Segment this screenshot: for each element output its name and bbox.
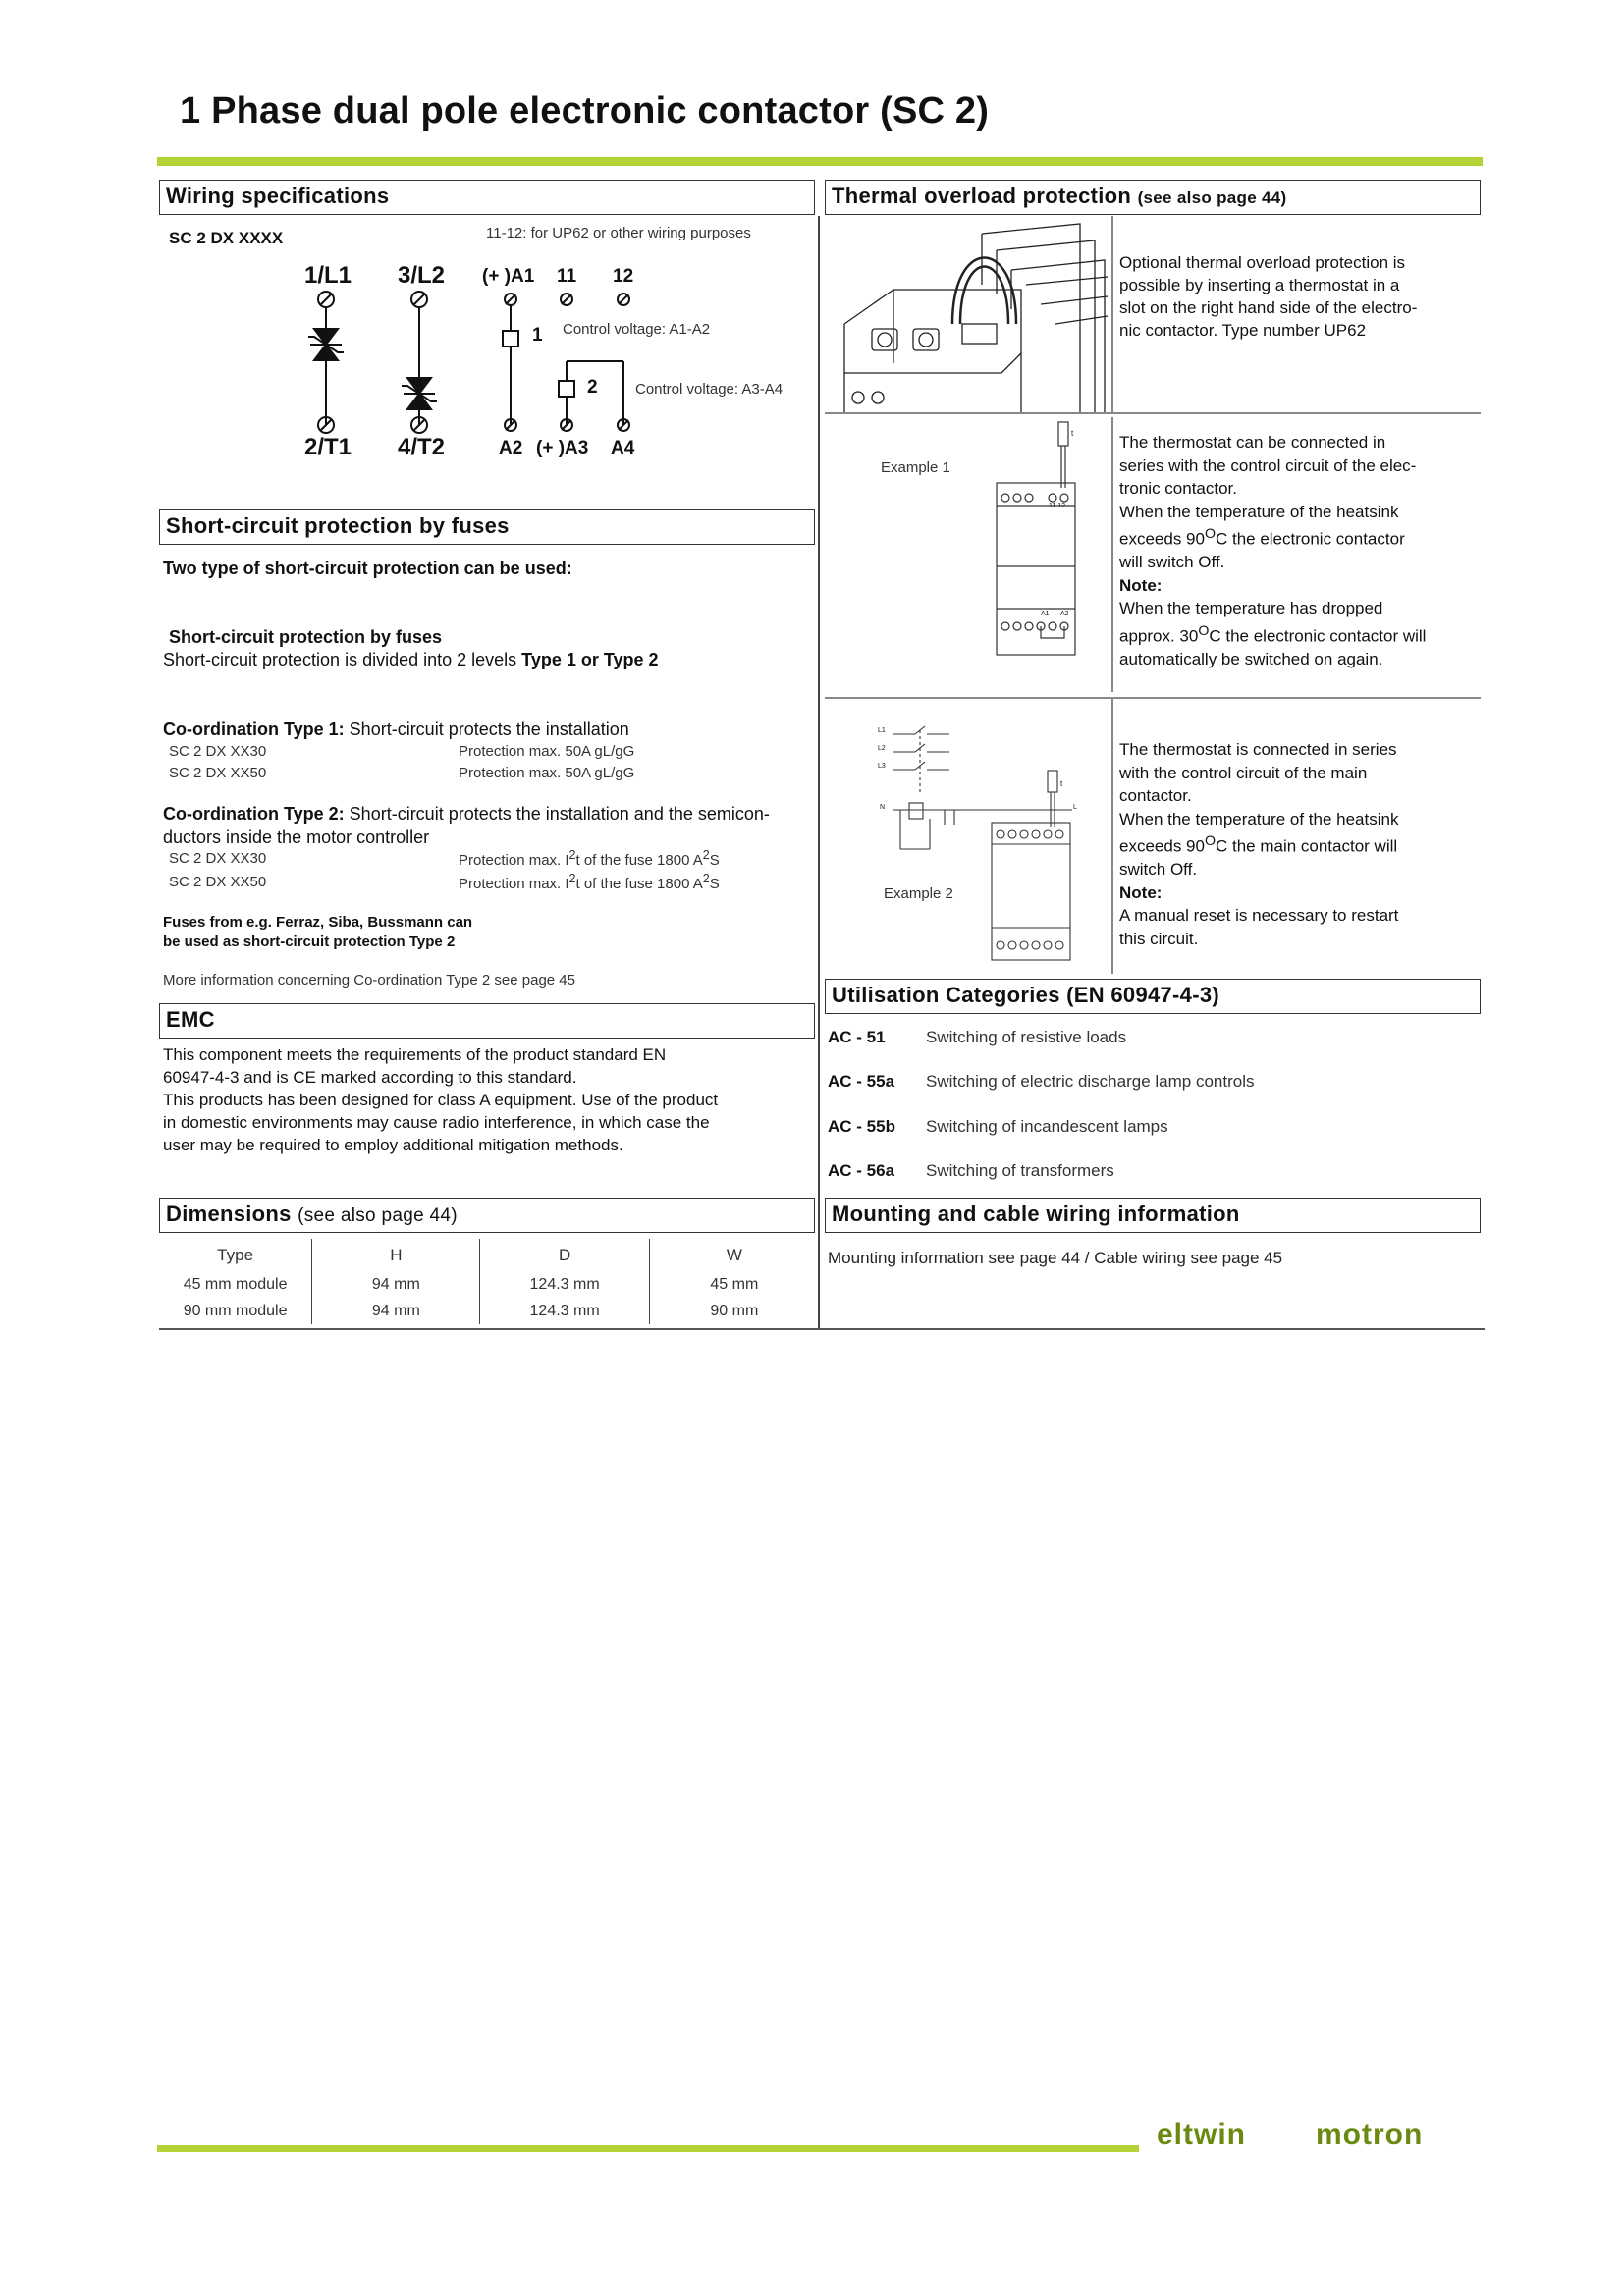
degree-sup: O — [1204, 526, 1216, 542]
type2-text: Short-circuit protects the installation and the semicon- — [344, 804, 770, 824]
table-row — [159, 1298, 819, 1324]
category-desc: Switching of electric discharge lamp controls — [926, 1072, 1255, 1091]
terminal-label-top: 3/L2 — [398, 262, 446, 289]
table-cell: 90 mm module — [183, 1302, 288, 1319]
coil-1-label: 1 — [532, 325, 543, 346]
thermal-desc-line: slot on the right hand side of the electro- — [1119, 298, 1418, 317]
ex2-line: with the control circuit of the main — [1119, 763, 1368, 782]
category-desc: Switching of incandescent lamps — [926, 1117, 1168, 1136]
type1-protection: Protection max. 50A gL/gG — [459, 743, 635, 760]
terminal-label-bottom: 4/T2 — [398, 434, 446, 460]
ex2-line: contactor. — [1119, 786, 1192, 805]
short-circuit-levels — [163, 650, 659, 670]
wiring-section-header — [159, 180, 815, 215]
prot-sup: 2 — [702, 872, 710, 885]
coil-2-label: 2 — [587, 377, 598, 398]
prot-sup: 2 — [568, 872, 576, 885]
eltwin-logo — [1157, 2118, 1246, 2152]
thermal-description — [1119, 251, 1417, 342]
degree-sup: O — [1198, 622, 1210, 639]
wiring-model: SC 2 DX XXXX — [169, 229, 284, 247]
example-1-terminal-label: 11 12 — [1049, 503, 1065, 509]
emc-text — [163, 1043, 718, 1156]
type1-text: Short-circuit protects the installation — [344, 720, 629, 739]
category-desc: Switching of transformers — [926, 1161, 1114, 1180]
ex2-line: switch Off. — [1119, 860, 1198, 880]
column-header: W — [649, 1239, 819, 1271]
page-title: 1 Phase dual pole electronic contactor (SC 2) — [180, 90, 990, 132]
degree-sup: O — [1204, 833, 1216, 849]
example-2-l1-label: L1 — [878, 727, 886, 734]
ex2-line: The thermostat is connected in series — [1119, 740, 1397, 759]
wiring-lines — [318, 292, 629, 433]
terminal-label-bottom: A4 — [611, 438, 635, 458]
ex1-line: When the temperature has dropped — [1119, 599, 1383, 618]
type2-protection — [459, 872, 720, 892]
more-info-type2: More information concerning Co-ordination Type 2 see page 45 — [163, 972, 575, 988]
utilisation-section-header — [825, 979, 1481, 1014]
ex2-line: this circuit. — [1119, 929, 1199, 948]
ex1-text: C the electronic contactor will — [1209, 626, 1427, 646]
dimensions-section-header — [159, 1198, 815, 1233]
prot-sup: 2 — [568, 848, 576, 862]
type2-model: SC 2 DX XX30 — [169, 850, 267, 867]
ex1-note-label: Note: — [1119, 575, 1163, 595]
example-1-a1-label: A1 — [1041, 611, 1050, 617]
wiring-header-text: Wiring specifications — [166, 184, 390, 208]
category-code: AC - 55a — [828, 1072, 895, 1091]
ex1-text: exceeds 90 — [1119, 529, 1205, 549]
example-2-divider — [1111, 699, 1113, 974]
example-2-l3-label: L3 — [878, 763, 886, 770]
bottom-rule — [159, 1328, 1485, 1330]
type2-model: SC 2 DX XX50 — [169, 874, 267, 890]
terminal-label-bottom: 2/T1 — [304, 434, 352, 460]
prot-text: S — [709, 852, 720, 869]
utilisation-header-text: Utilisation Categories (EN 60947-4-3) — [832, 983, 1219, 1007]
example-2-n-label: N — [880, 804, 886, 811]
short-circuit-intro: Two type of short-circuit protection can be used: — [163, 559, 572, 578]
type1-protection: Protection max. 50A gL/gG — [459, 765, 635, 781]
table-cell: 45 mm module — [183, 1275, 288, 1293]
coil-1 — [503, 331, 518, 347]
dimensions-header-note: (see also page 44) — [298, 1205, 458, 1226]
example-2-l2-label: L2 — [878, 745, 886, 752]
emc-section-header — [159, 1003, 815, 1039]
example-2-l-label: L — [1073, 804, 1077, 811]
wiring-note-11-12: 11-12: for UP62 or other wiring purposes — [486, 225, 751, 241]
eltwin-logo-text: eltwin — [1157, 2118, 1247, 2151]
prot-text: t of the fuse 1800 A — [575, 852, 703, 869]
table-cell: 124.3 mm — [480, 1298, 649, 1324]
type1-model: SC 2 DX XX30 — [169, 743, 267, 760]
terminal-label-top: 11 — [557, 266, 577, 287]
fuses-line-1: Fuses from e.g. Ferraz, Siba, Bussmann can — [163, 914, 473, 931]
thermal-header-note: (see also page 44) — [1137, 188, 1287, 207]
emc-line: This products has been designed for class A equipment. Use of the product — [163, 1091, 719, 1109]
column-header: Type — [217, 1245, 254, 1264]
type1-heading — [163, 720, 629, 740]
ex1-line: will switch Off. — [1119, 553, 1225, 572]
column-divider — [818, 216, 820, 1328]
motron-logo-text: motron — [1316, 2118, 1424, 2151]
thermal-section-header — [825, 180, 1481, 215]
utilisation-list — [828, 1028, 1476, 1185]
thermal-divider — [825, 412, 1481, 414]
example-1-a2-label: A2 — [1060, 611, 1069, 617]
ex2-line — [1119, 830, 1398, 858]
example-1-label: Example 1 — [881, 459, 950, 476]
terminal-label-top: 1/L1 — [304, 262, 352, 289]
thermal-desc-line: nic contactor. Type number UP62 — [1119, 321, 1367, 340]
ex1-line: The thermostat can be connected in — [1119, 433, 1386, 452]
type2-heading — [163, 802, 770, 849]
example-1-t-label: t — [1071, 429, 1074, 438]
thyristor-1 — [308, 329, 344, 360]
type2-bold: Co-ordination Type 2: — [163, 804, 345, 824]
type1-bold: Co-ordination Type 1: — [163, 720, 345, 739]
control-voltage-2: Control voltage: A3-A4 — [635, 381, 784, 398]
category-desc: Switching of resistive loads — [926, 1028, 1127, 1046]
mounting-section-header — [825, 1198, 1481, 1233]
dimensions-table — [159, 1239, 819, 1324]
terminal-label-bottom: (+ )A3 — [536, 438, 589, 458]
table-cell: 124.3 mm — [480, 1271, 649, 1298]
table-cell: 90 mm — [649, 1298, 819, 1324]
type1-model: SC 2 DX XX50 — [169, 765, 267, 781]
example-2-t-label: t — [1060, 779, 1063, 788]
ex1-line: When the temperature of the heatsink — [1119, 502, 1399, 521]
ex2-note-label: Note: — [1119, 882, 1163, 902]
prot-text: t of the fuse 1800 A — [575, 876, 703, 892]
levels-text: Short-circuit protection is divided into 2 levels — [163, 650, 522, 669]
product-illustration — [835, 216, 1109, 412]
example-2-text — [1119, 738, 1398, 950]
prot-sup: 2 — [702, 848, 710, 862]
short-circuit-sub-heading: Short-circuit protection by fuses — [169, 627, 443, 647]
type2-protection — [459, 848, 720, 869]
terminal-label-bottom: A2 — [499, 438, 523, 458]
example-1-text — [1119, 431, 1426, 670]
ex2-text: exceeds 90 — [1119, 836, 1205, 856]
example-2-diagram — [876, 717, 1092, 962]
coil-2 — [559, 381, 574, 397]
fuses-note — [163, 913, 472, 952]
levels-bold: Type 1 or Type 2 — [521, 650, 659, 669]
ex2-line: When the temperature of the heatsink — [1119, 809, 1399, 828]
category-code: AC - 55b — [828, 1117, 895, 1136]
column-header: H — [312, 1239, 480, 1271]
terminal-label-top: (+ )A1 — [482, 266, 535, 287]
thermal-desc-line: possible by inserting a thermostat in a — [1119, 276, 1400, 294]
ex2-text: C the main contactor will — [1215, 836, 1398, 856]
emc-line: This component meets the requirements of the product standard EN — [163, 1045, 667, 1064]
footer-bar — [157, 2145, 1139, 2152]
example-2-label: Example 2 — [884, 885, 953, 902]
table-cell: 45 mm — [649, 1271, 819, 1298]
thermal-title: Thermal overload protection — [832, 184, 1132, 208]
category-code: AC - 51 — [828, 1028, 886, 1046]
ex1-text: C the electronic contactor — [1215, 529, 1405, 549]
example-1-divider — [1111, 417, 1113, 692]
prot-text: Protection max. I — [459, 852, 569, 869]
ex1-line: series with the control circuit of the elec- — [1119, 455, 1417, 475]
terminal-label-top: 12 — [613, 266, 634, 287]
dimensions-title: Dimensions — [166, 1201, 292, 1226]
short-circuit-header-text: Short-circuit protection by fuses — [166, 513, 510, 538]
table-cell: 94 mm — [312, 1271, 480, 1298]
type2-text-2: ductors inside the motor controller — [163, 828, 430, 847]
ex1-line: automatically be switched on again. — [1119, 649, 1383, 668]
ex2-line: A manual reset is necessary to restart — [1119, 906, 1399, 926]
thermal-desc-line: Optional thermal overload protection is — [1119, 253, 1406, 272]
prot-text: S — [709, 876, 720, 892]
column-header: D — [480, 1239, 649, 1271]
emc-header-text: EMC — [166, 1007, 215, 1032]
fuses-line-2: be used as short-circuit protection Type 2 — [163, 934, 456, 950]
thermal-text-divider — [1111, 216, 1113, 412]
example-divider — [825, 697, 1481, 699]
motron-logo — [1316, 2118, 1423, 2152]
ex1-text: approx. 30 — [1119, 626, 1199, 646]
mounting-header-text: Mounting and cable wiring information — [832, 1201, 1240, 1226]
ex1-line: tronic contactor. — [1119, 479, 1238, 498]
ex1-line — [1119, 620, 1426, 648]
example-1-diagram — [992, 417, 1100, 667]
mounting-info: Mounting information see page 44 / Cable wiring see page 45 — [828, 1249, 1283, 1267]
table-row — [159, 1271, 819, 1298]
table-cell: 94 mm — [312, 1298, 480, 1324]
category-code: AC - 56a — [828, 1161, 895, 1180]
emc-line: user may be required to employ additional mitigation methods. — [163, 1136, 623, 1154]
title-underline — [157, 157, 1483, 166]
emc-line: 60947-4-3 and is CE marked according to this standard. — [163, 1068, 577, 1087]
prot-text: Protection max. I — [459, 876, 569, 892]
emc-line: in domestic environments may cause radio interference, in which case the — [163, 1113, 710, 1132]
ex1-line — [1119, 523, 1426, 551]
table-header-row — [159, 1239, 819, 1271]
thermal-header-text — [832, 184, 1286, 209]
thyristor-2 — [402, 378, 437, 409]
dimensions-header-text — [166, 1201, 458, 1227]
short-circuit-section-header — [159, 509, 815, 545]
control-voltage-1: Control voltage: A1-A2 — [563, 321, 711, 338]
